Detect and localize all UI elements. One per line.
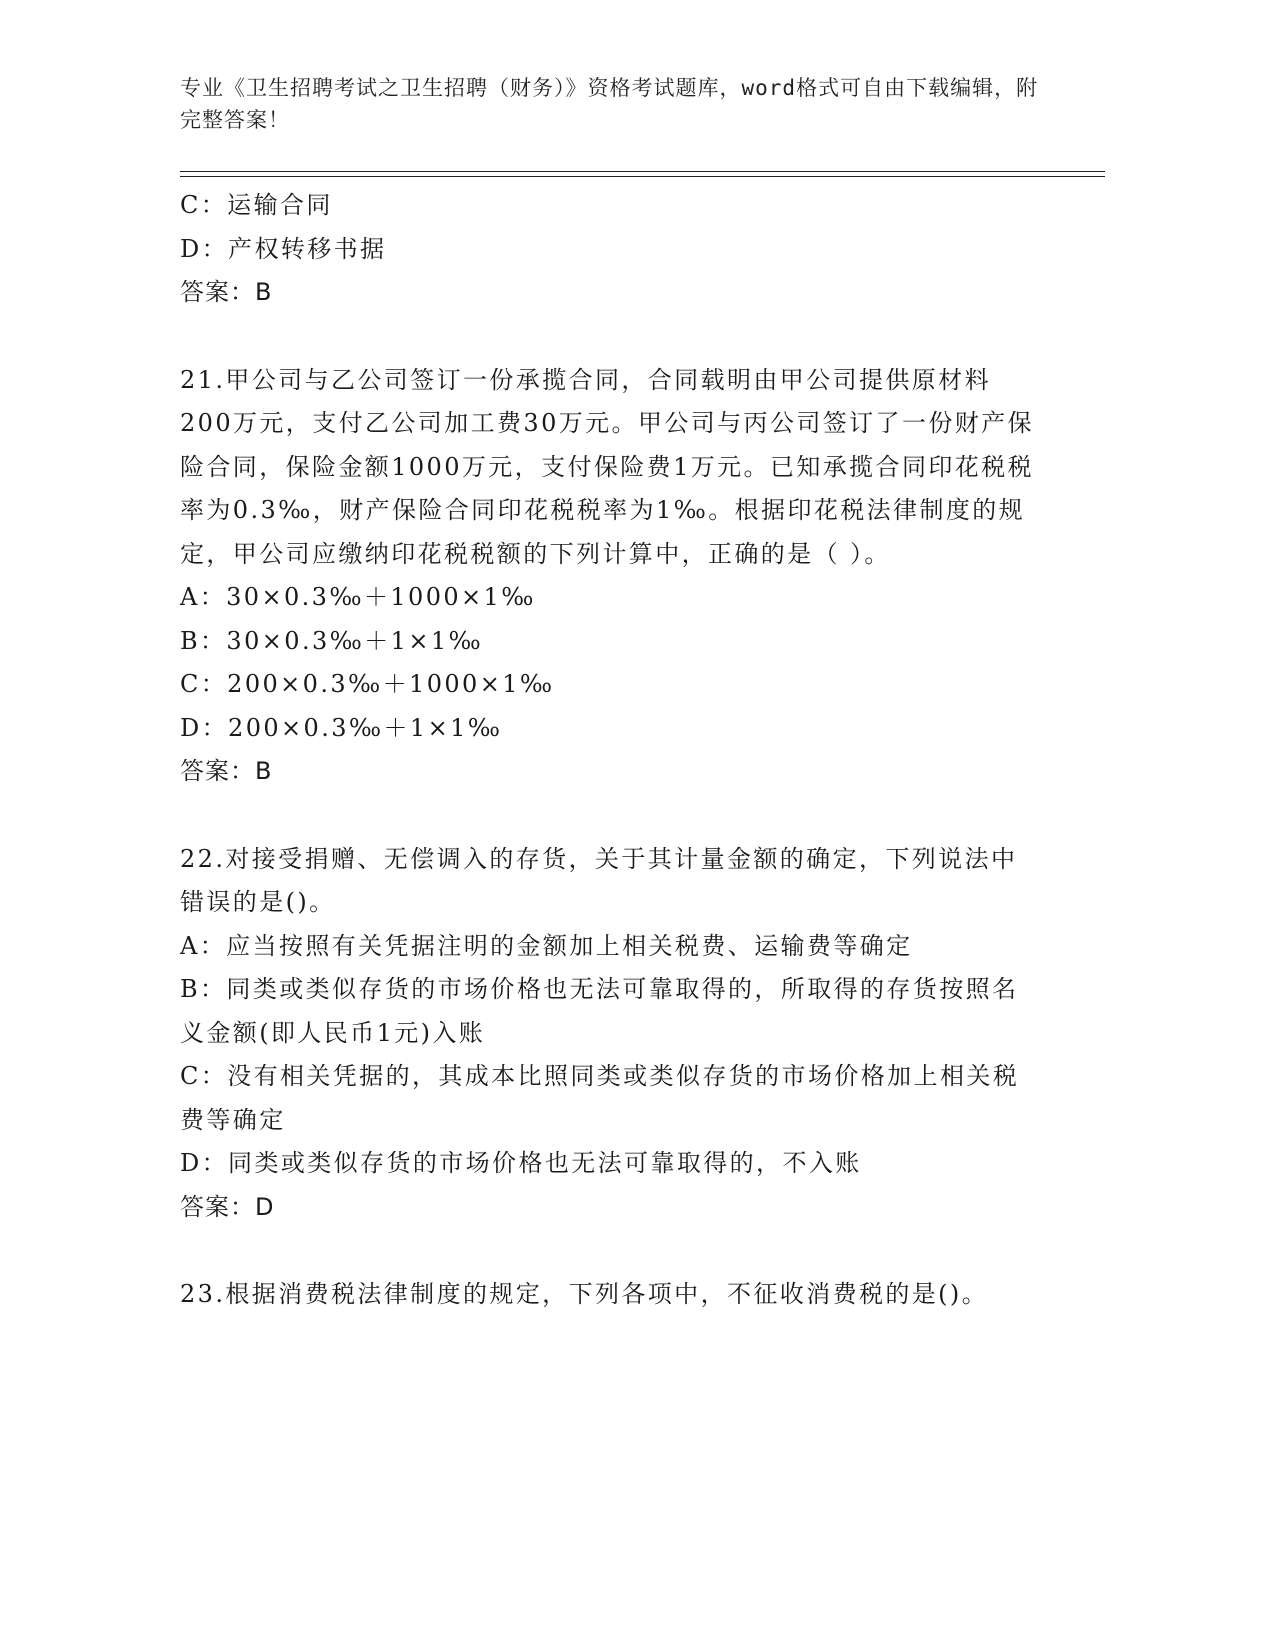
page-header: 专业《卫生招聘考试之卫生招聘（财务）》资格考试题库，word格式可自由下载编辑，附完整答案！	[180, 76, 1039, 132]
option-c: C：没有相关凭据的，其成本比照同类或类似存货的市场价格加上相关税费等确定	[180, 1062, 1020, 1134]
option-a: A：30×0.3‰＋1000×1‰	[180, 583, 536, 611]
answer-line: 答案：B	[180, 278, 273, 306]
spacer	[180, 794, 1040, 838]
answer-line: 答案：D	[180, 1192, 275, 1221]
question-stem-21: 21.甲公司与乙公司签订一份承揽合同，合同载明由甲公司提供原材料200万元，支付乙公司加工费30万元。甲公司与丙公司签订了一份财产保险合同，保险金额1000万元，支付保险费1万元。已知承揽合同印花税税率为0.3‰，财产保险合同印花税税率为1‰。根据印花税法律制度的规定，甲公司应缴纳印花税税额的下列计算中，正确的是（ ）。	[180, 365, 1034, 568]
option-c: C：运输合同	[180, 191, 333, 219]
option-b: B：同类或类似存货的市场价格也无法可靠取得的，所取得的存货按照名义金额(即人民币1元)入账	[180, 975, 1019, 1047]
header-rule-top	[180, 171, 1105, 172]
option-d: D：产权转移书据	[180, 234, 387, 263]
option-b: B：30×0.3‰＋1×1‰	[180, 626, 484, 655]
spacer	[180, 315, 1040, 359]
option-d: D：同类或类似存货的市场价格也无法可靠取得的，不入账	[180, 1149, 862, 1177]
question-stem-23: 23.根据消费税法律制度的规定，下列各项中，不征收消费税的是()。	[180, 1280, 989, 1308]
answer-line: 答案：B	[180, 757, 273, 785]
spacer	[180, 1229, 1040, 1273]
option-c: C：200×0.3‰＋1000×1‰	[180, 670, 555, 698]
option-d: D：200×0.3‰＋1×1‰	[180, 713, 503, 742]
header-rule-bottom	[180, 176, 1105, 177]
question-content	[180, 184, 1040, 1317]
question-stem-22: 22.对接受捐赠、无偿调入的存货，关于其计量金额的确定，下列说法中错误的是()。	[180, 844, 1018, 916]
option-a: A：应当按照有关凭据注明的金额加上相关税费、运输费等确定	[180, 931, 913, 960]
